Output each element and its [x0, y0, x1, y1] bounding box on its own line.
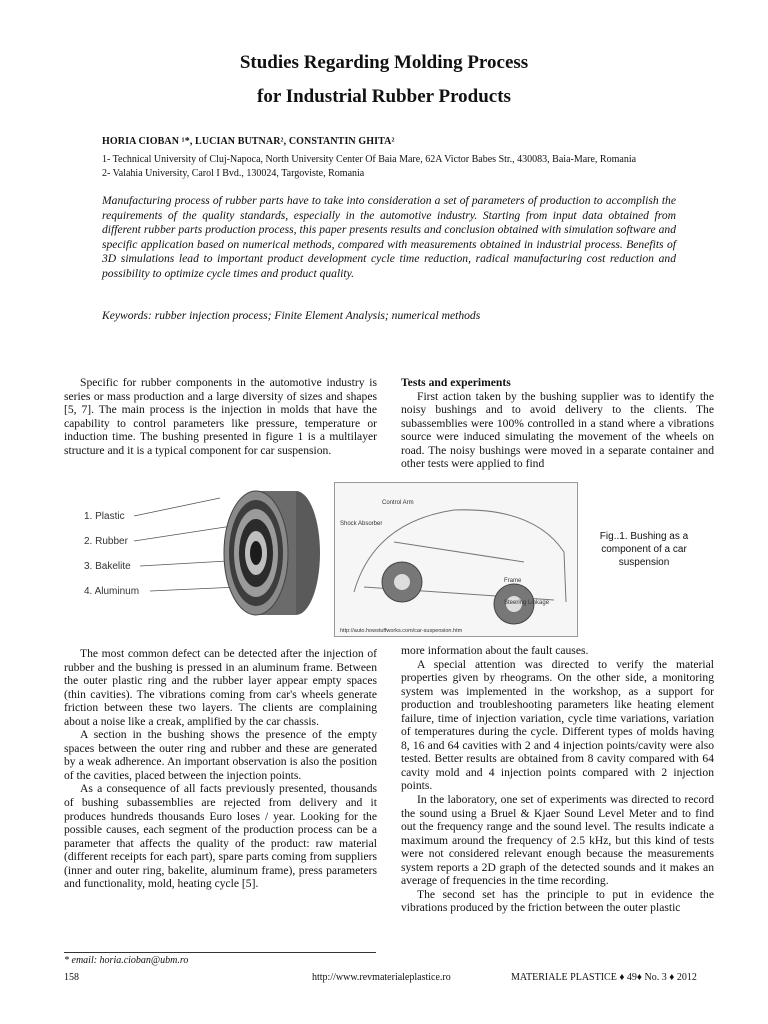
callout-control-arm: Control Arm: [382, 500, 414, 506]
figure-caption: Fig..1. Bushing as a component of a car suspension: [599, 531, 689, 568]
intro-column: [64, 376, 377, 457]
paper-title-line-2: for Industrial Rubber Products: [257, 86, 511, 107]
experiments-paragraph-4: The second set has the principle to put in evidence the vibrations produced by the friction between the outer plastic: [401, 887, 714, 915]
figure-label-aluminum: 4. Aluminum: [84, 586, 140, 597]
callout-frame: Frame: [504, 578, 522, 584]
figure-source-url: http://auto.howstuffworks.com/car-suspension.htm: [340, 628, 463, 634]
experiments-paragraph-1: more information about the fault causes.: [401, 644, 589, 657]
tests-column: [401, 376, 714, 471]
abstract: Manufacturing process of rubber parts have to take into consideration a set of parameters of production to accomplish the requirements of the quality standards, especially in the automotive industry. Starting from input data obtained from different rubber parts production process, this paper presents results and conclusion obtained with simulation software and specific application based on numerical methods, compared with measurements obtained in industrial process. Benefits of 3D simulations lead to important product development cycle time reduction, radical manufacturing cost reduction and possibility to optimize cycle times and product quality.: [102, 194, 676, 280]
authors: HORIA CIOBAN ¹*, LUCIAN BUTNAR², CONSTANTIN GHITA²: [102, 136, 395, 147]
paper-title-line-1: Studies Regarding Molding Process: [239, 52, 529, 73]
bushing-image: [224, 491, 320, 615]
tests-paragraph: First action taken by the bushing supplier was to identify the noisy bushings and to avoid delivery to the clients. The subassemblies were 100% controlled in a stand where a vibrations source were induced simulating the movement of the wheels on road. The noisy bushings were moved in a separate container and other tests were applied to find: [401, 389, 714, 471]
affiliation-2: 2- Valahia University, Carol I Bvd., 130024, Targoviste, Romania: [102, 168, 365, 179]
suspension-figure: [334, 482, 578, 637]
keywords: Keywords: rubber injection process; Finite Element Analysis; numerical methods: [102, 309, 481, 322]
defect-paragraph-1: The most common defect can be detected after the injection of rubber and the bushing is pressed in an aluminum frame. Between the outer plastic ring and the rubber layer appear empty spaces (thin cavities). The vibrations coming from car's wheels generate friction between these two layers. The clients are complaining about a noise like a creak, amplified by the car chassis.: [64, 647, 377, 728]
page-number: 158: [64, 972, 79, 983]
intro-paragraph: Specific for rubber components in the automotive industry is series or mass production and a large diversity of sizes and shapes [5, 7]. The main process is the injection in molds that have the capability to control parameters like pressure, temperature or induction time. The bushing presented in figure 1 is a multilayer structure and it is a typical component for car suspension.: [64, 376, 377, 457]
bushing-figure: [60, 468, 322, 628]
defect-paragraph-2: A section in the bushing shows the presence of the empty spaces between the outer ring and rubber and these are generated by a weak adherence. An important observation is also the position of the cavities, placed between the injection points.: [64, 728, 377, 782]
footnote-email: * email: horia.cioban@ubm.ro: [64, 955, 189, 966]
section-heading: Tests and experiments: [401, 376, 511, 389]
affiliation-1: 1- Technical University of Cluj-Napoca, North University Center Of Baia Mare, 62A Victor Babes Str., 430083, Baia-Mare, Romania: [102, 154, 637, 165]
journal-url: http://www.revmaterialeplastice.ro: [312, 972, 451, 983]
callout-steering-linkage: Steering Linkage: [504, 600, 550, 606]
figure-label-plastic: 1. Plastic: [84, 511, 125, 522]
defect-column: [64, 647, 377, 891]
experiments-paragraph-2: A special attention was directed to verify the material properties given by rheograms. On the other side, a monitoring system was implemented in the workshop, as a support for production and troubleshooting parameters like heating element failure, time of injection variation, cycle time variations, variation of temperatures during the cycle. Different types of molds having 8, 16 and 64 cavities with 2 and 4 injection points/cavity were also tested. Better results are obtained from 8 cavity compared with 64 cavity mold and 4 injection points compared with 2 injection points.: [401, 657, 714, 793]
experiments-paragraph-3: In the laboratory, one set of experiments was directed to record the sound using a Bruel & Kjaer Sound Level Meter and to find out the frequency range and the sound level. The results indicate a maximum around the frequency of 2.5 kHz, but this kind of tests were not considered relevant enough because the measurements system reports a 2D graph of the detected sounds and it makes an average of frequencies in the time recording.: [401, 793, 714, 888]
journal-name: MATERIALE PLASTICE ♦ 49♦ No. 3 ♦ 2012: [511, 972, 697, 983]
figure-label-bakelite: 3. Bakelite: [84, 561, 131, 572]
callout-shock-absorber: Shock Absorber: [340, 521, 383, 527]
footnote-rule: [64, 952, 376, 953]
defect-paragraph-3: As a consequence of all facts previously presented, thousands of bushing subassemblies are rejected from delivery and it produces hundreds thousands Euro loses / year. Looking for the possible causes, each segment of the production process can be a parameter that affects the quality of the product: raw material (different receipts for each part), spare parts coming from suppliers (inner and outer ring, bakelite, aluminum frame), press parameters and functionality, mold, heating cycle [5].: [64, 782, 377, 891]
figure-label-rubber: 2. Rubber: [84, 536, 128, 547]
experiments-column: [401, 644, 714, 915]
